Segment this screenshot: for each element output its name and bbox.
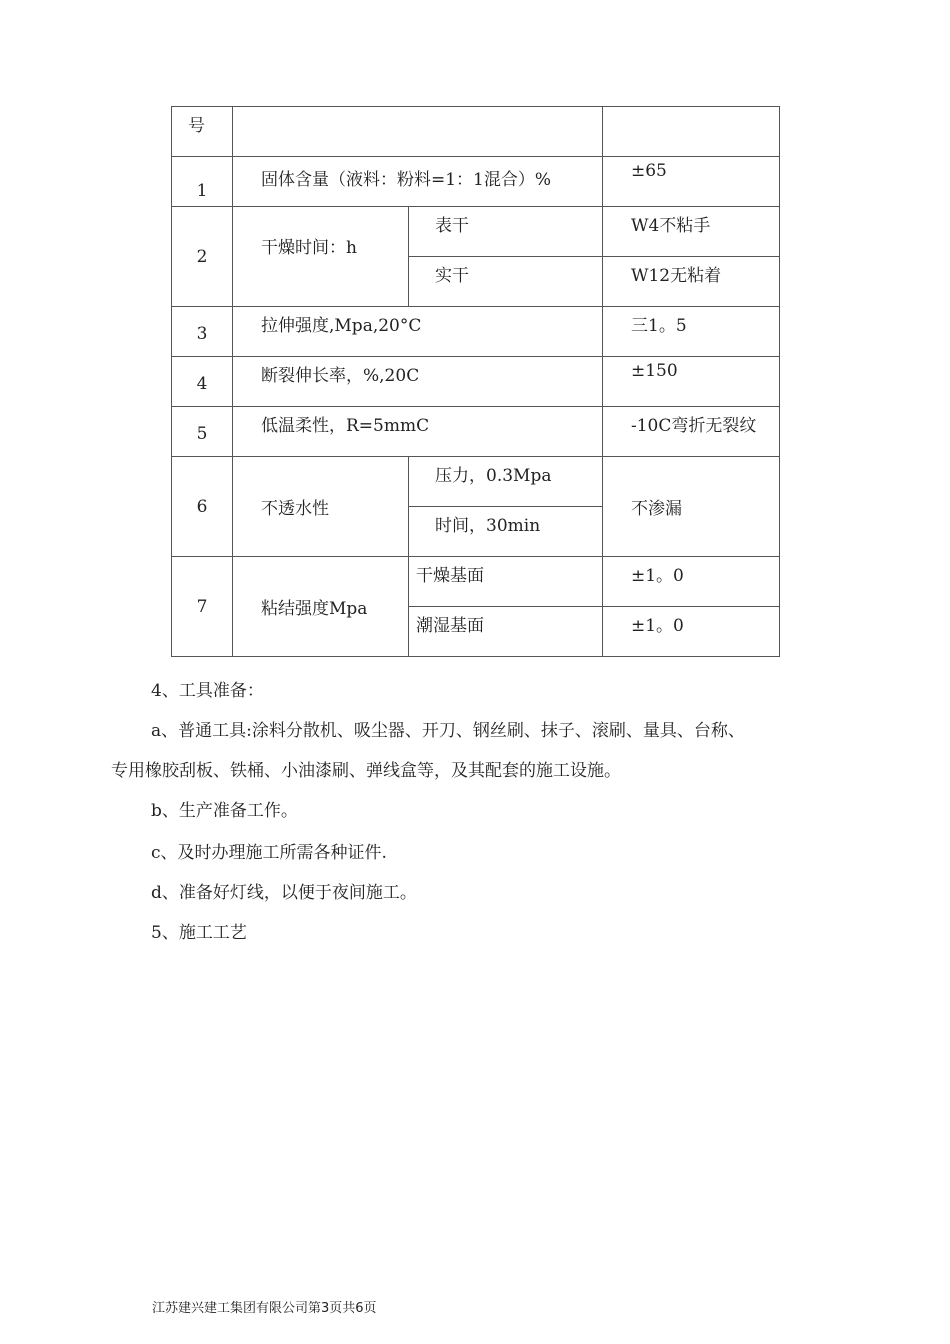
table-row — [172, 107, 780, 157]
header-item-cell — [233, 107, 603, 157]
row-item: 固体含量（液料：粉料=1：1混合）% — [233, 157, 603, 207]
row-value: ±150 — [603, 357, 780, 407]
header-value-cell — [603, 107, 780, 157]
table-row — [172, 157, 780, 207]
row-value: 不渗漏 — [603, 457, 780, 557]
table-row — [172, 357, 780, 407]
page-footer: 江苏建兴建工集团有限公司第3页共6页 — [152, 1301, 377, 1316]
row-item: 拉伸强度,Mpa,20°C — [233, 307, 603, 357]
table-row — [172, 457, 780, 507]
row-no: 4 — [172, 357, 233, 407]
row-value: 三1。5 — [603, 307, 780, 357]
row-item: 不透水性 — [233, 457, 409, 557]
table-row — [172, 407, 780, 457]
paragraph: b、生产准备工作。 — [151, 801, 298, 821]
row-no: 5 — [172, 407, 233, 457]
row-subitem: 时间，30min — [409, 507, 603, 557]
row-no: 7 — [172, 557, 233, 657]
paragraph: 5、施工工艺 — [151, 923, 247, 943]
row-subitem: 潮湿基面 — [409, 607, 603, 657]
row-item: 干燥时间：h — [233, 207, 409, 307]
row-subitem: 压力，0.3Mpa — [409, 457, 603, 507]
table-row — [172, 557, 780, 607]
paragraph: d、准备好灯线，以便于夜间施工。 — [151, 883, 417, 903]
row-item: 粘结强度Mpa — [233, 557, 409, 657]
row-subitem: 实干 — [409, 257, 603, 307]
paragraph: c、及时办理施工所需各种证件. — [151, 843, 387, 863]
row-value: ±1。0 — [603, 607, 780, 657]
paragraph: 4、工具准备： — [151, 681, 264, 701]
header-no-cell: 号 — [172, 107, 233, 157]
row-value: ±1。0 — [603, 557, 780, 607]
row-subitem: 干燥基面 — [409, 557, 603, 607]
row-no: 1 — [172, 157, 233, 207]
row-value: -10C弯折无裂纹 — [603, 407, 780, 457]
row-value: W4不粘手 — [603, 207, 780, 257]
row-item: 断裂伸长率，%,20C — [233, 357, 603, 407]
paragraph: 专用橡胶刮板、铁桶、小油漆刷、弹线盒等，及其配套的施工设施。 — [111, 761, 621, 781]
row-value: ±65 — [603, 157, 780, 207]
row-subitem: 表干 — [409, 207, 603, 257]
row-value: W12无粘着 — [603, 257, 780, 307]
row-no: 3 — [172, 307, 233, 357]
paragraph: a、普通工具:涂料分散机、吸尘器、开刀、钢丝刷、抹子、滚刷、量具、台称、 — [151, 721, 745, 741]
row-no: 2 — [172, 207, 233, 307]
spec-table — [171, 106, 780, 657]
row-item: 低温柔性，R=5mmC — [233, 407, 603, 457]
row-no: 6 — [172, 457, 233, 557]
table-row — [172, 307, 780, 357]
table-row — [172, 207, 780, 257]
